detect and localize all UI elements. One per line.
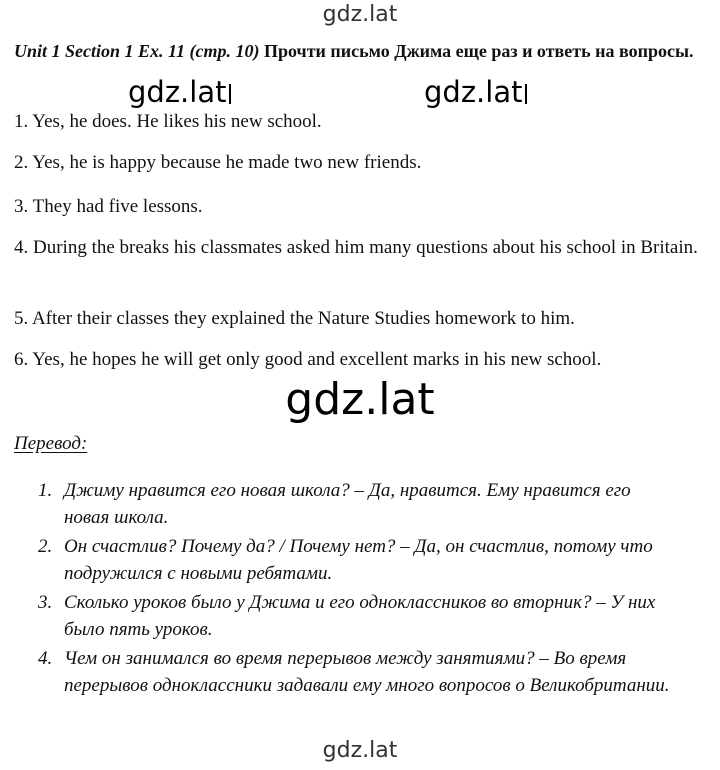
translation-item bbox=[38, 645, 678, 699]
translation-item-text: Он счастлив? Почему да? / Почему нет? – Да, он счастлив, потому что подружился с новыми ребятами. bbox=[64, 536, 653, 584]
watermark-bottom: gdz.lat bbox=[322, 738, 398, 763]
translation-item-number: 4. bbox=[38, 648, 53, 669]
translation-item-number: 1. bbox=[38, 480, 53, 501]
translation-item-number: 2. bbox=[38, 536, 53, 557]
translation-item-number: 3. bbox=[38, 592, 53, 613]
translation-title: Перевод: bbox=[14, 433, 88, 454]
exercise-task: Прочти письмо Джима еще раз и ответь на вопросы. bbox=[264, 41, 694, 61]
translation-item bbox=[38, 589, 678, 643]
answer-1: 1. Yes, he does. He likes his new school. bbox=[14, 111, 322, 132]
translation-item bbox=[38, 533, 678, 587]
translation-item-text: Джиму нравится его новая школа? – Да, нравится. Ему нравится его новая школа. bbox=[64, 480, 631, 528]
watermark-left: gdz.lat bbox=[128, 75, 231, 109]
watermark-right: gdz.lat bbox=[424, 75, 527, 109]
exercise-heading bbox=[14, 37, 704, 65]
watermark-top: gdz.lat bbox=[322, 2, 398, 27]
translation-list bbox=[38, 477, 678, 701]
exercise-reference: Unit 1 Section 1 Ex. 11 (стр. 10) bbox=[14, 41, 260, 61]
watermark-center: gdz.lat bbox=[285, 374, 435, 425]
answer-3: 3. They had five lessons. bbox=[14, 196, 203, 217]
answer-2: 2. Yes, he is happy because he made two new friends. bbox=[14, 152, 422, 173]
answer-4: 4. During the breaks his classmates asked him many questions about his school in Britain. bbox=[14, 237, 698, 258]
translation-item bbox=[38, 477, 678, 531]
answer-6: 6. Yes, he hopes he will get only good and excellent marks in his new school. bbox=[14, 349, 602, 370]
answer-5: 5. After their classes they explained the Nature Studies homework to him. bbox=[14, 308, 575, 329]
translation-item-text: Сколько уроков было у Джима и его одноклассников во вторник? – У них было пять уроков. bbox=[64, 592, 656, 640]
translation-item-text: Чем он занимался во время перерывов между занятиями? – Во время перерывов одноклассники задавали ему много вопросов о Великобритании. bbox=[64, 648, 670, 696]
